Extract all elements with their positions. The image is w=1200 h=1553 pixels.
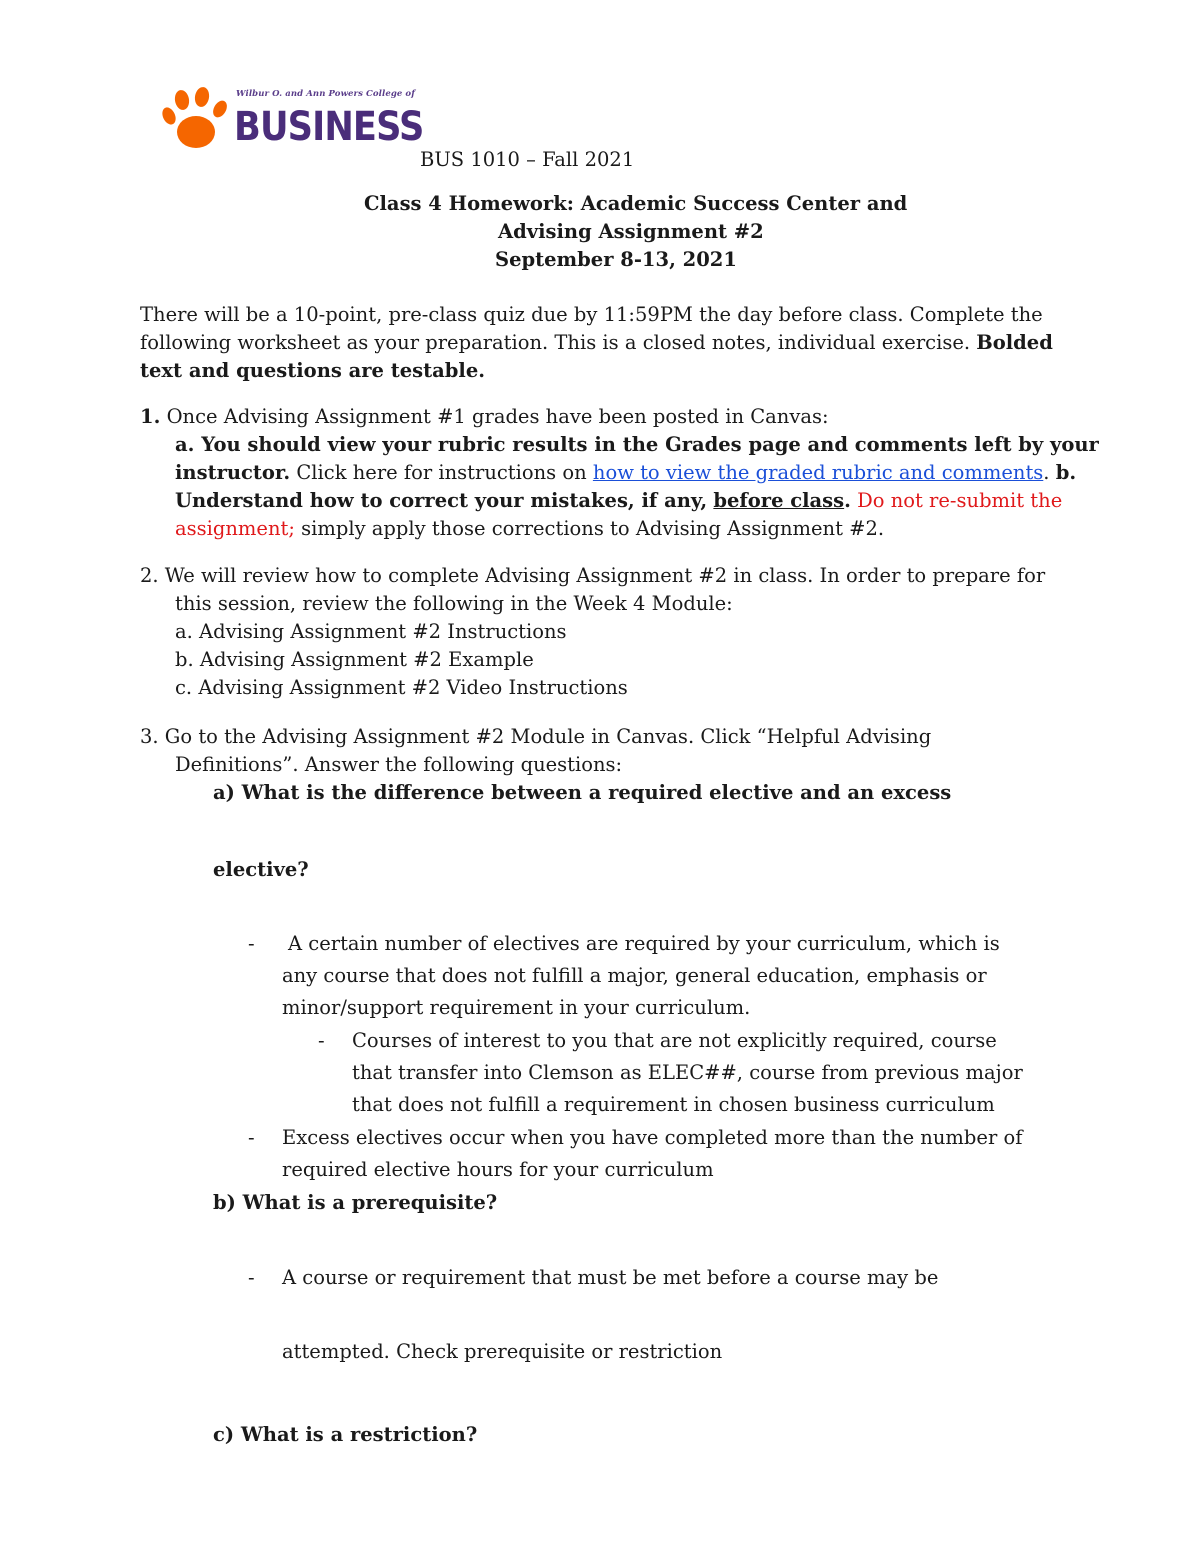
- bullet-dash: -: [248, 932, 255, 955]
- logo-tagline: Wilbur O. and Ann Powers College of: [236, 89, 415, 99]
- doc-title-line1: Class 4 Homework: Academic Success Center and: [364, 192, 908, 215]
- rubric-instructions-link[interactable]: how to view the graded rubric and comments: [592, 461, 1044, 484]
- q3-line1: 3. Go to the Advising Assignment #2 Module in Canvas. Click “Helpful Advising: [140, 725, 932, 748]
- q2-line1: 2. We will review how to complete Advising Assignment #2 in class. In order to prepare for: [140, 564, 1046, 587]
- bullet-dash: -: [318, 1029, 325, 1052]
- logo-wordmark: BUSINESS: [234, 104, 424, 150]
- intro-line1: There will be a 10-point, pre-class quiz due by 11:59PM the day before class. Complete the: [140, 303, 1043, 326]
- answer-line: Excess electives occur when you have completed more than the number of: [282, 1126, 1023, 1149]
- intro-line3: text and questions are testable.: [140, 359, 486, 382]
- q3-b-question: b) What is a prerequisite?: [213, 1191, 498, 1214]
- bullet-dash: -: [248, 1126, 255, 1149]
- q2-item: a. Advising Assignment #2 Instructions: [175, 620, 567, 643]
- answer-subline: that does not fulfill a requirement in chosen business curriculum: [352, 1093, 995, 1116]
- answer-line: A course or requirement that must be met before a course may be: [282, 1266, 939, 1289]
- answer-line: A certain number of electives are required by your curriculum, which is: [288, 932, 1000, 955]
- q3-a-question: a) What is the difference between a required elective and an excess: [213, 781, 952, 804]
- q1-a-line: a. You should view your rubric results in the Grades page and comments left by your: [175, 433, 1099, 456]
- answer-subline: Courses of interest to you that are not explicitly required, course: [352, 1029, 997, 1052]
- answer-line: attempted. Check prerequisite or restriction: [282, 1340, 723, 1363]
- answer-line: required elective hours for your curriculum: [282, 1158, 714, 1181]
- q2-line2: this session, review the following in the Week 4 Module:: [175, 592, 733, 615]
- course-label: BUS 1010 – Fall 2021: [420, 148, 635, 171]
- q1-line1: 1. Once Advising Assignment #1 grades have been posted in Canvas:: [140, 405, 829, 428]
- q3-a-question-cont: elective?: [213, 858, 309, 881]
- answer-line: any course that does not fulfill a major, general education, emphasis or: [282, 964, 987, 987]
- q3-line2: Definitions”. Answer the following questions:: [175, 753, 623, 776]
- answer-line: minor/support requirement in your curriculum.: [282, 996, 751, 1019]
- answer-subline: that transfer into Clemson as ELEC##, course from previous major: [352, 1061, 1023, 1084]
- q1-instructor-line: instructor. Click here for instructions on how to view the graded rubric and comments. b.: [175, 461, 1077, 484]
- q3-c-question: c) What is a restriction?: [213, 1423, 478, 1446]
- intro-line2: following worksheet as your preparation. This is a closed notes, individual exercise. Bolded: [140, 331, 1053, 354]
- bullet-dash: -: [248, 1266, 255, 1289]
- doc-title-line2: Advising Assignment #2: [498, 220, 764, 243]
- q1-resubmit-line: assignment; simply apply those corrections to Advising Assignment #2.: [175, 517, 885, 540]
- q2-item: b. Advising Assignment #2 Example: [175, 648, 534, 671]
- doc-date: September 8-13, 2021: [495, 248, 737, 271]
- q2-item: c. Advising Assignment #2 Video Instructions: [175, 676, 628, 699]
- q1-understand-line: Understand how to correct your mistakes, if any, before class. Do not re-submit the: [175, 489, 1063, 512]
